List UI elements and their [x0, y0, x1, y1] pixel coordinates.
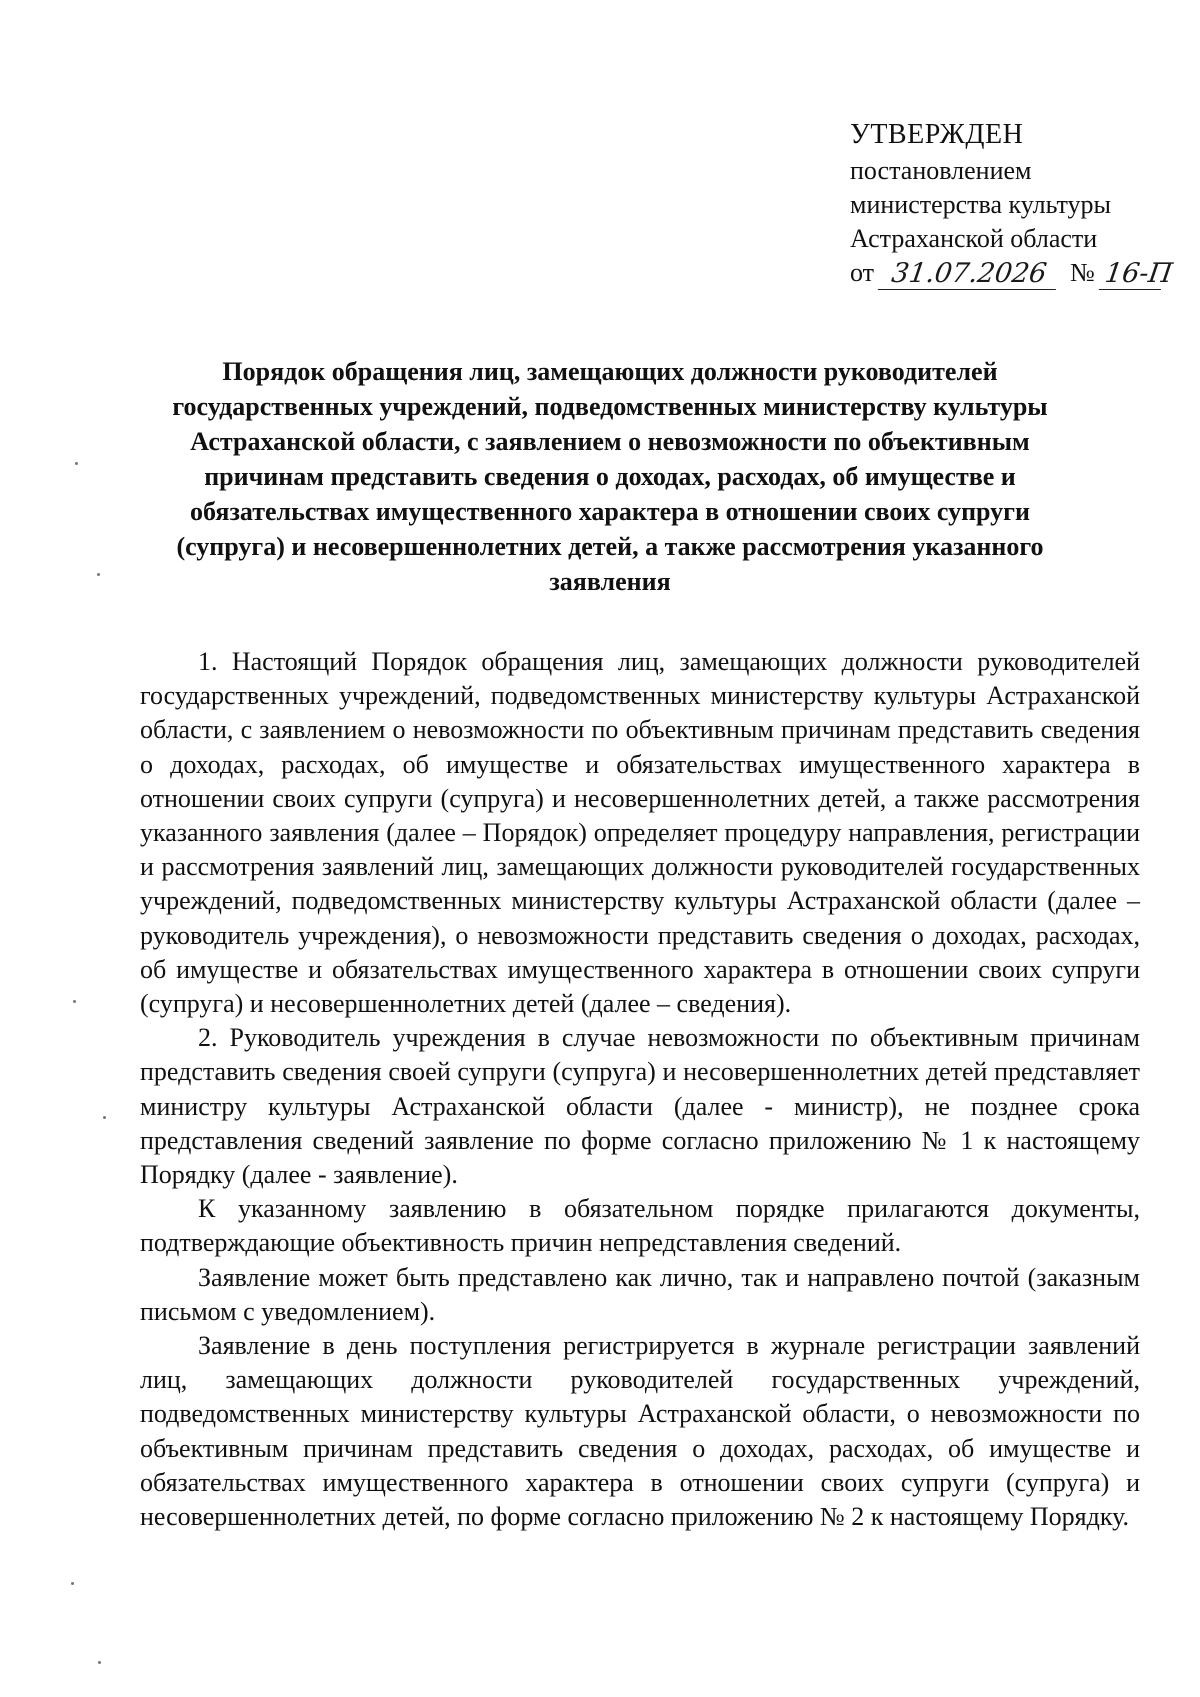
date-prefix: от	[850, 258, 875, 287]
paragraph-5: Заявление в день поступления регистрируется в журнале регистрации заявлений лиц, замещающих должности руководителей государственных учреждений, подведомственных министерству культуры Астраханской области, о невозможности по объективным причинам представить сведения о доходах, расходах, об имуществе и обязательствах имущественного характера в отношении своих супруги (супруга) и несовершеннолетних детей, по форме согласно приложению № 2 к настоящему Порядку.	[140, 1331, 1140, 1532]
scan-speck	[103, 1116, 106, 1119]
document-title: Порядок обращения лиц, замещающих должности руководителей государственных учреждений, подведомственных министерству культуры Астраханской области, с заявлением о невозможности по объективным причинам представить сведения о доходах, расходах, об имуществе и обязательствах имущественного характера в отношении своих супруги (супруга) и несовершеннолетних детей, а также рассмотрения указанного заявления	[172, 357, 1048, 596]
scan-speck	[73, 1000, 76, 1003]
scan-speck	[97, 573, 100, 576]
paragraph-4: Заявление может быть представлено как лично, так и направлено почтой (заказным письмом с уведомлением).	[140, 1262, 1140, 1326]
approval-line-1: постановлением	[850, 156, 1032, 185]
scan-speck	[98, 1661, 101, 1664]
approval-date-line	[850, 256, 1175, 290]
approval-block	[850, 118, 1175, 290]
paragraph-3: К указанному заявлению в обязательном порядке прилагаются документы, подтверждающие объективность причин непредставления сведений.	[140, 1194, 1140, 1258]
scan-speck	[75, 462, 78, 465]
scan-speck	[71, 1582, 74, 1585]
approval-line-3: Астраханской области	[850, 224, 1098, 253]
handwritten-date: 31.07.2026	[878, 259, 1060, 290]
paragraph-1: 1. Настоящий Порядок обращения лиц, замещающих должности руководителей государственных учреждений, подведомственных министерству культуры Астраханской области, с заявлением о невозможности по объективным причинам представить сведения о доходах, расходах, об имуществе и обязательствах имущественного характера в отношении своих супруги (супруга) и несовершеннолетних детей, а также рассмотрения указанного заявления (далее – Порядок) определяет процедуру направления, регистрации и рассмотрения заявлений лиц, замещающих должности руководителей государственных учреждений, подведомственных министерству культуры Астраханской области (далее – руководитель учреждения), о невозможности представить сведения о доходах, расходах, об имуществе и обязательствах имущественного характера в отношении своих супруги (супруга) и несовершеннолетних детей (далее – сведения).	[140, 647, 1140, 1019]
paragraph-2: 2. Руководитель учреждения в случае невозможности по объективным причинам представить сведения своей супруги (супруга) и несовершеннолетних детей представляет министру культуры Астраханской области (далее - министр), не позднее срока представления сведений заявление по форме согласно приложению № 1 к настоящему Порядку (далее - заявление).	[140, 1023, 1140, 1190]
document-body	[140, 645, 1140, 1534]
approval-title: УТВЕРЖДЕН	[850, 119, 1024, 150]
number-prefix: №	[1070, 258, 1095, 287]
handwritten-number: 16-П	[1099, 259, 1165, 290]
approval-line-2: министерства культуры	[850, 190, 1111, 219]
